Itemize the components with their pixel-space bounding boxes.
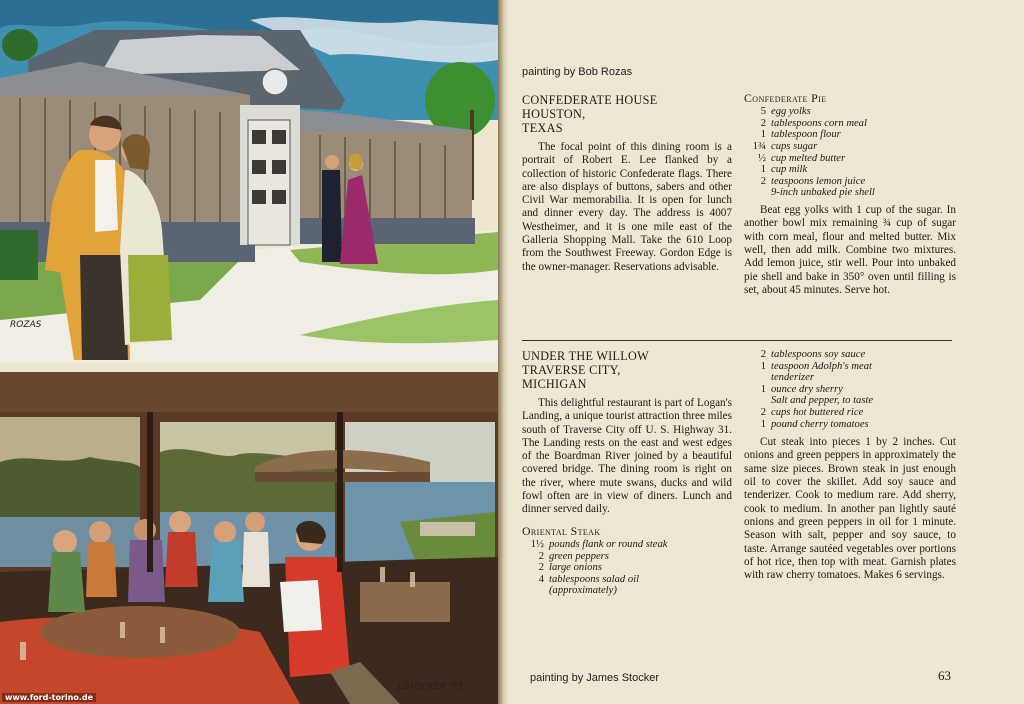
ingredient-text: cups hot buttered rice [771,406,864,418]
ingredient-qty: 4 [538,573,544,585]
ingredient-item [744,407,956,419]
recipe-directions: Cut steak into pieces 1 by 2 inches. Cut onions and green peppers in approximately the same size pieces. Brown steak in just enough oil to cover the skillet. Add soy sauce and tenderizer. Cook to medium rare. Add sherry, cook to medium. In another pan lightly sauté onions and green peppers in oil for 1 minute. Season with salt, pepper and soy sauce, to taste. Arrange sautéed vegetables over portions of hot rice, then top with meat. Garnish plates with raw cherry tomatoes. Makes 6 servings. [744,436,956,582]
ingredient-item [744,349,956,361]
ingredient-qty [744,372,771,384]
heading-line: UNDER THE WILLOW [522,349,649,363]
ingredient-qty: 2 [760,117,766,129]
ingredient-qty: 1¾ [752,141,766,153]
article-heading [522,93,732,135]
ingredient-item [744,361,956,373]
ingredient-text: tablespoon flour [771,129,841,141]
heading-line: TEXAS [522,121,563,135]
ingredient-text: tablespoons corn meal [771,117,867,129]
ingredient-item [744,176,956,188]
painting-credit-bottom: painting by James Stocker [530,672,660,684]
ingredient-qty [744,187,771,199]
ingredient-text: tablespoons salad oil [549,573,640,585]
ingredient-qty: 1 [760,418,766,430]
ingredient-qty: 2 [538,562,544,574]
ingredient-qty: 1 [760,383,766,395]
ingredient-qty: 1½ [530,538,544,550]
ingredient-text: (approximately) [549,585,617,597]
heading-line: MICHIGAN [522,377,587,391]
ingredient-item [522,562,732,574]
ingredient-item [744,372,956,384]
section-divider [522,340,952,341]
left-page [0,0,498,704]
page-gutter [498,0,508,704]
ingredient-item [744,129,956,141]
recipe-confederate-pie [744,92,956,297]
article-body: The focal point of this dining room is a portrait of Robert E. Lee flanked by a collection of historic Confederate flags. There are also displays of buttons, sabers and other Civil War memorabilia. It is open for lunch and dinner every day. The address is 4007 Westheimer, and it is one mile east of the Galleria Shopping Mall. Take the 610 Loop from the Southwest Freeway. Gordon Edge is the owner-manager. Reservations advisable. [522,141,732,273]
ingredient-qty [744,395,771,407]
ingredient-list [744,349,956,430]
recipe-directions: Beat egg yolks with 1 cup of the sugar. In another bowl mix remaining ¾ cup of sugar with corn meal, flour and melted butter. Mix well, then add milk. Combine two mixtures. Add lemon juice, stir well. Pour into unbaked pie shell and bake in 350° oven until filling is set, about 45 minutes. Serve hot. [744,204,956,296]
heading-line: TRAVERSE CITY, [522,363,621,377]
ingredient-item [522,585,732,597]
painting-credit-top: painting by Bob Rozas [522,66,633,78]
ingredient-item [744,164,956,176]
ingredient-list [744,106,956,199]
ingredient-item [744,187,956,199]
under-the-willow-painting [0,372,498,704]
ingredient-qty: 1 [760,129,766,141]
article-confederate-house [522,93,732,274]
ingredient-qty: 2 [760,175,766,187]
ingredient-qty: 1 [760,164,766,176]
ingredient-item [744,395,956,407]
ingredient-text: egg yolks [771,106,811,118]
article-body: This delightful restaurant is part of Logan's Landing, a unique tourist attraction three miles south of Traverse City off U. S. Highway 31. The Landing rests on the east and west edges of the Boardman River joined by a beautiful covered bridge. The dining room is right on the river, where mute swans, ducks and wild fowl often are in view of diners. Lunch and dinner served daily. [522,397,732,516]
ingredient-qty: 5 [760,106,766,118]
heading-line: HOUSTON, [522,107,586,121]
site-watermark: www.ford-torino.de [2,693,96,702]
ingredient-item [522,539,732,551]
heading-line: CONFEDERATE HOUSE [522,93,658,107]
ingredient-item [744,141,956,153]
ingredient-item [744,153,956,165]
ingredient-text: 9-inch unbaked pie shell [771,187,875,199]
ingredient-qty: 2 [538,550,544,562]
article-heading [522,349,732,391]
ingredient-item [744,106,956,118]
ingredient-qty: 2 [760,349,766,360]
ingredient-item [744,118,956,130]
ingredient-qty: 2 [760,406,766,418]
ingredient-text: pounds flank or round steak [549,538,668,550]
article-under-the-willow [522,349,732,597]
ingredient-text: pound cherry tomatoes [771,418,869,430]
ingredient-text: cup melted butter [771,152,846,164]
ingredient-text: cup milk [771,164,808,176]
ingredient-item [522,574,732,586]
confederate-house-painting [0,0,498,362]
recipe-title: Oriental Steak [522,523,601,538]
recipe-oriental-steak-continued [744,349,956,582]
ingredient-text: teaspoons lemon juice [771,175,866,187]
ingredient-item [522,551,732,563]
ingredient-text: ounce dry sherry [771,383,843,395]
ingredient-text: green peppers [549,550,609,562]
ingredient-text: teaspoon Adolph's meat [771,360,872,372]
ingredient-text: tablespoons soy sauce [771,349,866,360]
painter-signature-top: ROZAS [10,320,42,330]
page-number: 63 [938,668,951,683]
ingredient-text: large onions [549,562,602,574]
ingredient-list [522,539,732,597]
painter-signature-bottom: J.STOCKER '73 [398,682,463,692]
ingredient-text: cups sugar [771,141,818,153]
ingredient-text: tenderizer [771,372,814,384]
ingredient-qty [522,585,549,597]
ingredient-item [744,384,956,396]
ingredient-text: Salt and pepper, to taste [771,395,874,407]
ingredient-qty: 1 [760,360,766,372]
right-page [508,0,1024,704]
ingredient-item [744,419,956,431]
ingredient-qty: ½ [758,152,766,164]
recipe-title: Confederate Pie [744,91,827,105]
